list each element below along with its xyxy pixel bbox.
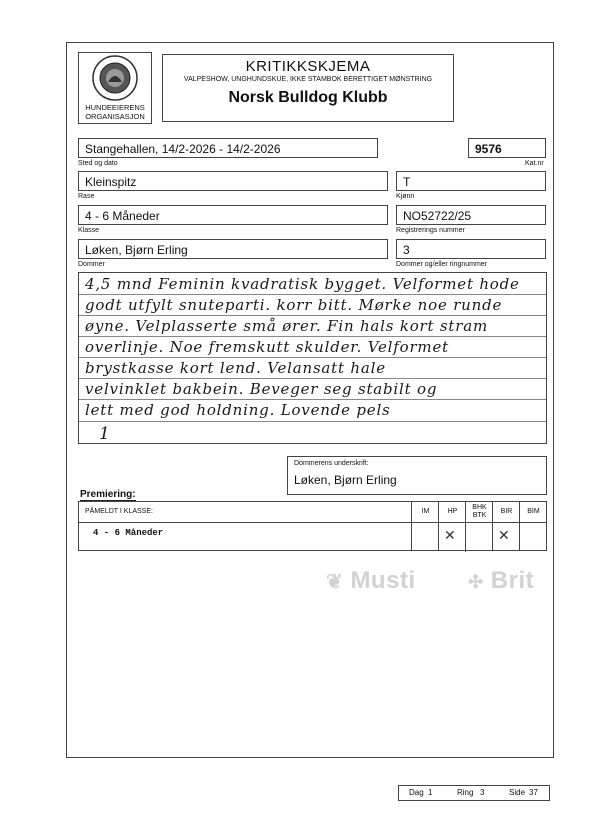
judge-field: Løken, Bjørn Erling <box>78 239 388 259</box>
dag-value: 1 <box>428 788 433 797</box>
premiering-title: Premiering: <box>80 489 136 500</box>
kennel-seal-icon <box>92 55 138 101</box>
sex-label: Kjønn <box>396 193 415 200</box>
club-name: Norsk Bulldog Klubb <box>228 89 388 106</box>
ruled-line <box>79 315 546 316</box>
ruled-line <box>79 378 546 379</box>
ring-number-field: 3 <box>396 239 546 259</box>
side-value: 37 <box>529 788 538 797</box>
footer-box <box>398 785 550 801</box>
sponsor-musti <box>326 567 416 595</box>
critique-line: 4,5 mnd Feminin kvadratisk bygget. Velformet hode <box>85 275 520 293</box>
ring-number-label: Dommer og/eller ringnummer <box>396 261 488 268</box>
org-name-line2: ORGANISASJON <box>85 112 145 121</box>
ruled-line <box>79 357 546 358</box>
ruled-line <box>79 399 546 400</box>
title-box <box>162 54 454 122</box>
col-im: IM <box>411 502 439 522</box>
critique-area <box>78 272 547 444</box>
form-title: KRITIKKSKJEMA <box>245 58 371 75</box>
sponsor-musti-text: Musti <box>350 567 416 594</box>
hp-x-mark: ✕ <box>444 527 456 543</box>
critique-line: lett med god holdning. Lovende pels <box>85 401 391 419</box>
col-bir: BIR <box>492 502 520 550</box>
ring-value: 3 <box>480 788 485 797</box>
col-bhk-btk: BHK BTK <box>465 502 493 552</box>
catalog-number-label: Kat.nr <box>525 160 544 167</box>
ring-label: Ring <box>457 788 474 797</box>
breed-label: Rase <box>78 193 95 200</box>
critique-score: 1 <box>99 424 111 444</box>
signature-value: Løken, Bjørn Erling <box>294 473 397 487</box>
side-label: Side <box>509 788 526 797</box>
critique-line: velvinklet bakbein. Beveger seg stabilt og <box>85 380 438 398</box>
paw-icon: ❦ <box>326 571 344 593</box>
critique-line: overlinje. Noe fremskutt skulder. Velformet <box>85 338 449 356</box>
judge-label: Dommer <box>78 261 105 268</box>
signature-label: Dommerens underskrift: <box>294 460 369 467</box>
brit-logo-icon: ✣ <box>468 572 484 592</box>
class-field: 4 - 6 Måneder <box>78 205 388 225</box>
sponsor-brit <box>468 567 534 595</box>
critique-line: brystkasse kort lend. Velansatt hale <box>85 359 386 377</box>
entered-class-value: 4 - 6 Måneder <box>93 528 164 538</box>
critique-line: godt utfylt snuteparti. korr bitt. Mørke noe runde <box>85 296 503 314</box>
registration-number-label: Registrerings nummer <box>396 227 465 234</box>
catalog-number-field: 9576 <box>468 138 546 158</box>
place-date-label: Sted og dato <box>78 160 118 167</box>
col-bim: BIM <box>519 502 547 550</box>
sponsor-brit-text: Brit <box>490 567 535 594</box>
registration-number-field: NO52722/25 <box>396 205 546 225</box>
premiering-table <box>78 501 547 551</box>
place-date-field: Stangehallen, 14/2-2026 - 14/2-2026 <box>78 138 378 158</box>
org-name-line1: HUNDEEIERENS <box>85 103 145 112</box>
dag-label: Dag <box>409 788 424 797</box>
col-im-border <box>411 502 412 550</box>
class-header: PÅMELDT I KLASSE: <box>85 508 153 515</box>
ruled-line <box>79 336 546 337</box>
ruled-line <box>79 294 546 295</box>
col-hp: HP <box>438 502 466 550</box>
bir-x-mark: ✕ <box>498 527 510 543</box>
ruled-line <box>79 421 546 422</box>
sex-field: T <box>396 171 546 191</box>
signature-box <box>287 456 547 495</box>
critique-line: øyne. Velplasserte små ører. Fin hals kort stram <box>85 317 488 335</box>
form-subtitle: VALPESHOW, UNGHUNDSKUE, IKKE STAMBOK BERETTIGET MØNSTRING <box>183 76 433 83</box>
class-label: Klasse <box>78 227 100 234</box>
breed-field: Kleinspitz <box>78 171 388 191</box>
org-logo-box <box>78 52 152 124</box>
